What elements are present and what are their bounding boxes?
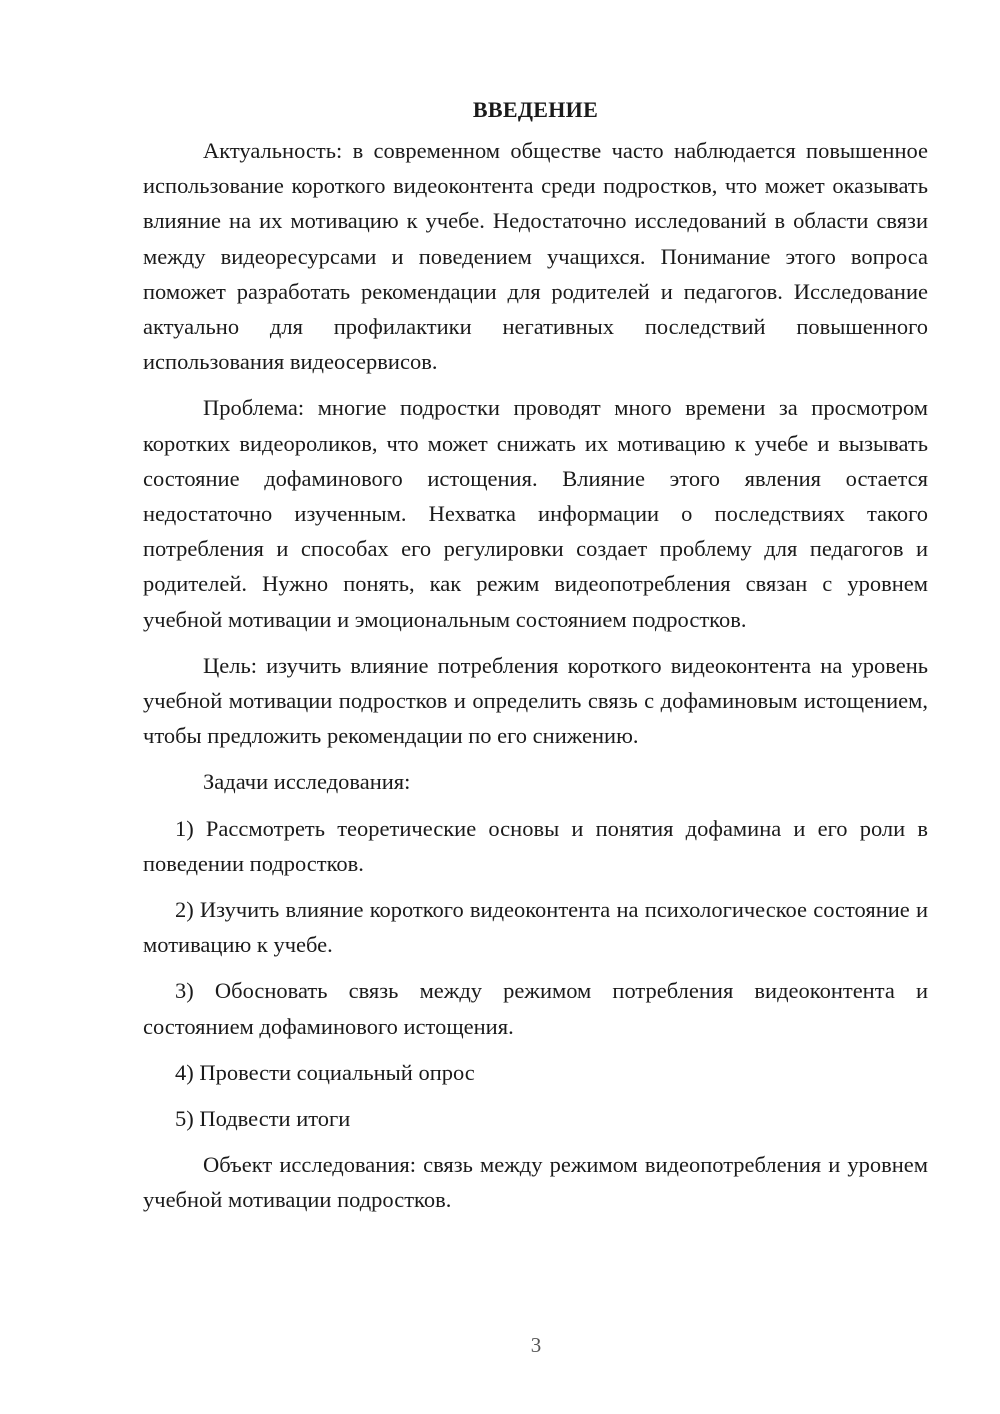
paragraph-object: Объект исследования: связь между режимом видеопотребления и уровнем учебной мотивации подростков. xyxy=(143,1152,928,1213)
task-item-2: 2) Изучить влияние короткого видеоконтента на психологическое состояние и мотивацию к учебе. xyxy=(143,897,928,958)
document-page xyxy=(143,92,928,1229)
tasks-heading: Задачи исследования: xyxy=(203,769,411,795)
task-item-4: 4) Провести социальный опрос xyxy=(175,1059,475,1085)
page-number: 3 xyxy=(530,1333,542,1357)
paragraph-problem: Проблема: многие подростки проводят много времени за просмотром коротких видеороликов, что может снижать их мотивацию к учебе и вызывать состояние дофаминового истощения. Влияние этого явления остается недостаточно изученным. Нехватка информации о последствиях такого потребления и способах его регулировки создает проблему для педагогов и родителей. Нужно понять, как режим видеопотребления связан с уровнем учебной мотивации и эмоциональным состоянием подростков. xyxy=(143,395,928,632)
task-item-5: 5) Подвести итоги xyxy=(175,1106,351,1132)
paragraph-relevance: Актуальность: в современном обществе часто наблюдается повышенное использование короткого видеоконтента среди подростков, что может оказывать влияние на их мотивацию к учебе. Недостаточно исследований в области связи между видеоресурсами и поведением учащихся. Понимание этого вопроса поможет разработать рекомендации для родителей и педагогов. Исследование актуально для профилактики негативных последствий повышенного использования видеосервисов. xyxy=(143,138,928,375)
task-item-3: 3) Обосновать связь между режимом потребления видеоконтента и состоянием дофаминового истощения. xyxy=(143,978,928,1039)
task-item-1: 1) Рассмотреть теоретические основы и понятия дофамина и его роли в поведении подростков. xyxy=(143,815,928,876)
paragraph-goal: Цель: изучить влияние потребления короткого видеоконтента на уровень учебной мотивации подростков и определить связь с дофаминовым истощением, чтобы предложить рекомендации по его снижению. xyxy=(143,652,928,749)
section-title: ВВЕДЕНИЕ xyxy=(472,97,599,122)
